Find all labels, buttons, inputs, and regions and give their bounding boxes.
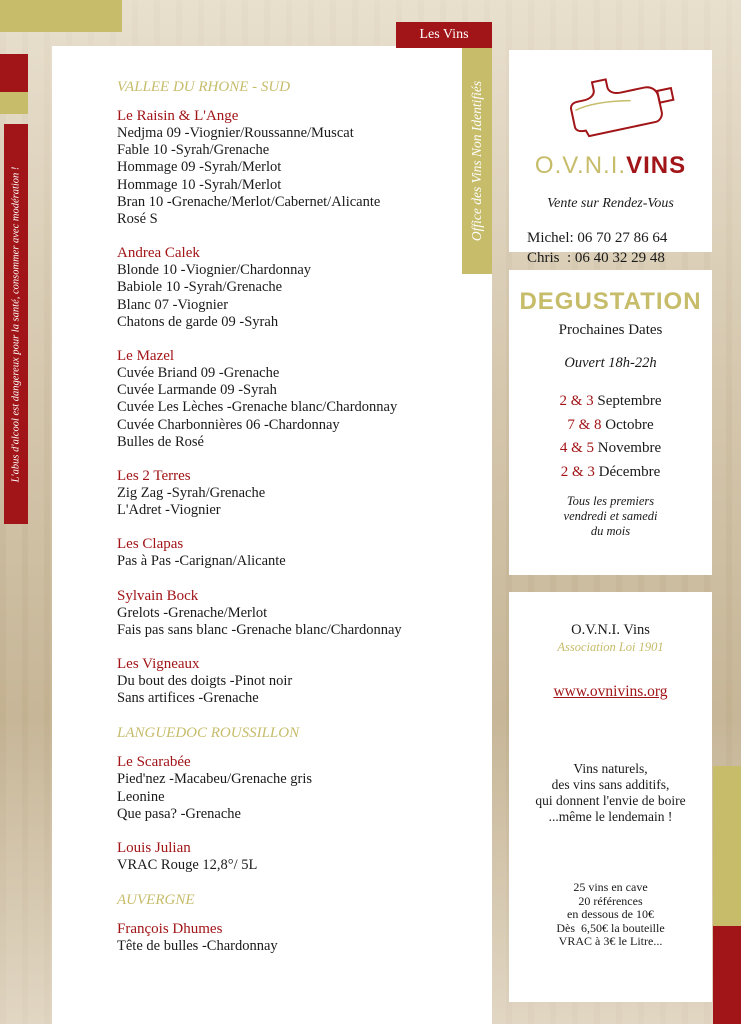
wine-item: Cuvée Larmande 09 -Syrah [117,382,277,399]
region-heading: LANGUEDOC ROUSSILLON [117,725,300,742]
wine-item: Blanc 07 -Viognier [117,296,229,313]
vertical-subtitle-banner [462,48,492,274]
phone-number: Michel: 06 70 27 86 64 [527,230,668,246]
producer-block [117,245,457,331]
wine-item: Cuvée Briand 09 -Grenache [117,365,280,382]
producer-name: Louis Julian [117,840,191,857]
fact-line: VRAC à 3€ le Litre... [558,934,663,948]
note-line: du mois [590,524,631,538]
association-subtitle: Association Loi 1901 [557,640,664,654]
date-row [509,414,712,438]
date-month: Octobre [605,416,654,433]
producer-name: Les Vigneaux [117,656,200,673]
date-days: 2 & 3 [560,463,595,480]
producer-block [117,840,457,874]
slogan [509,761,712,825]
corner-block-olive-small [0,92,28,114]
slogan-line: des vins sans additifs, [551,777,670,792]
dates-list [509,390,712,484]
note-line: vendredi et samedi [563,509,658,523]
producer-block [117,656,457,707]
producer-name: François Dhumes [117,921,223,938]
date-row [509,461,712,485]
wine-item: Rosé S [117,211,158,228]
date-month: Septembre [597,393,662,409]
next-dates-heading: Prochaines Dates [558,322,663,338]
association-name: O.V.N.I. Vins [571,622,650,638]
producer-name: Le Mazel [117,348,175,365]
note-line: Tous les premiers [566,494,655,508]
date-row [509,437,712,461]
fact-line: 25 vins en cave [573,880,648,894]
producer-name: Les Clapas [117,536,184,553]
wine-item: Pied'nez -Macabeu/Grenache gris [117,771,313,788]
slogan-line: ...même le lendemain ! [548,809,673,824]
wine-item: Cuvée Charbonnières 06 -Chardonnay [117,416,340,433]
date-month: Décembre [598,463,661,480]
wine-item: Nedjma 09 -Viognier/Roussanne/Muscat [117,125,354,141]
wine-item: Fable 10 -Syrah/Grenache [117,142,270,159]
producer-block [117,754,457,823]
degustation-title: DEGUSTATION [519,288,702,315]
wine-item: Tête de bulles -Chardonnay [117,938,278,955]
producer-block [117,108,457,228]
date-days: 7 & 8 [567,416,602,433]
phone-list [509,228,712,268]
wine-item: Zig Zag -Syrah/Grenache [117,485,266,502]
corner-block-red-bottom [713,926,741,1024]
wine-item: Babiole 10 -Syrah/Grenache [117,279,283,296]
wine-item: Cuvée Les Lèches -Grenache blanc/Chardonnay [117,399,398,416]
wine-item: Bulles de Rosé [117,433,204,450]
corner-block-red [0,54,28,92]
legal-notice-banner [4,124,28,524]
degustation-box [509,270,712,575]
wine-item: VRAC Rouge 12,8°/ 5L [117,857,258,874]
wine-item: Fais pas sans blanc -Grenache blanc/Chardonnay [117,621,402,638]
wine-item: Du bout des doigts -Pinot noir [117,673,293,690]
producer-name: Les 2 Terres [117,468,191,485]
producer-block [117,536,457,570]
degustation-note [509,494,712,539]
section-tab: Les Vins [396,22,492,48]
wine-item: Hommage 10 -Syrah/Merlot [117,176,282,193]
opening-hours: Ouvert 18h-22h [564,355,657,371]
producer-name: Andrea Calek [117,245,200,262]
wine-item: Grelots -Grenache/Merlot [117,604,268,621]
corner-block-olive-bottom [713,766,741,926]
wine-item: Leonine [117,788,165,805]
legal-notice-text: L'abus d'alcool est dangereux pour la santé, consommer avec modération ! [10,166,22,482]
phone-number: Chris : 06 40 32 29 48 [527,250,665,266]
vertical-subtitle-text: Office des Vins Non Identifiés [469,80,485,242]
wine-item: L'Adret -Viognier [117,502,221,519]
logo-contact-box [509,50,712,266]
corner-block-olive [0,0,122,32]
wine-item: Pas à Pas -Carignan/Alicante [117,553,286,570]
producer-name: Le Raisin & L'Ange [117,108,239,124]
producer-name: Le Scarabée [117,754,191,771]
fact-line: en dessous de 10€ [567,907,654,921]
wine-item: Que pasa? -Grenache [117,805,241,822]
date-month: Novembre [597,440,662,456]
date-days: 2 & 3 [559,393,594,409]
brand-logo [509,152,712,180]
shop-facts [509,881,712,949]
wine-item: Hommage 09 -Syrah/Merlot [117,159,282,176]
date-days: 4 & 5 [559,440,595,456]
producer-block [117,588,457,639]
appointment-tagline: Vente sur Rendez-Vous [547,196,674,211]
wine-item: Sans artifices -Grenache [117,690,259,707]
slogan-line: qui donnent l'envie de boire [535,793,686,808]
slogan-line: Vins naturels, [573,761,648,776]
logo-ovni-text: O.V.N.I. [534,152,627,179]
wine-bottle-icon [531,60,691,150]
fact-line: Dès 6,50€ la bouteille [556,920,665,935]
producer-block [117,348,457,451]
region-heading: VALLEE DU RHONE - SUD [117,79,291,95]
producer-block [117,468,457,519]
fact-line: 20 références [578,893,643,908]
producer-block [117,921,457,955]
wine-list [117,78,457,972]
producer-name: Sylvain Bock [117,587,199,604]
wine-item: Blonde 10 -Viognier/Chardonnay [117,262,312,279]
association-box [509,592,712,1002]
region-heading: AUVERGNE [117,892,195,909]
website-link[interactable]: www.ovnivins.org [553,683,668,700]
logo-vins-text: VINS [626,152,687,179]
wine-item: Bran 10 -Grenache/Merlot/Cabernet/Alicante [117,193,381,210]
wine-item: Chatons de garde 09 -Syrah [117,313,279,330]
date-row [509,390,712,414]
